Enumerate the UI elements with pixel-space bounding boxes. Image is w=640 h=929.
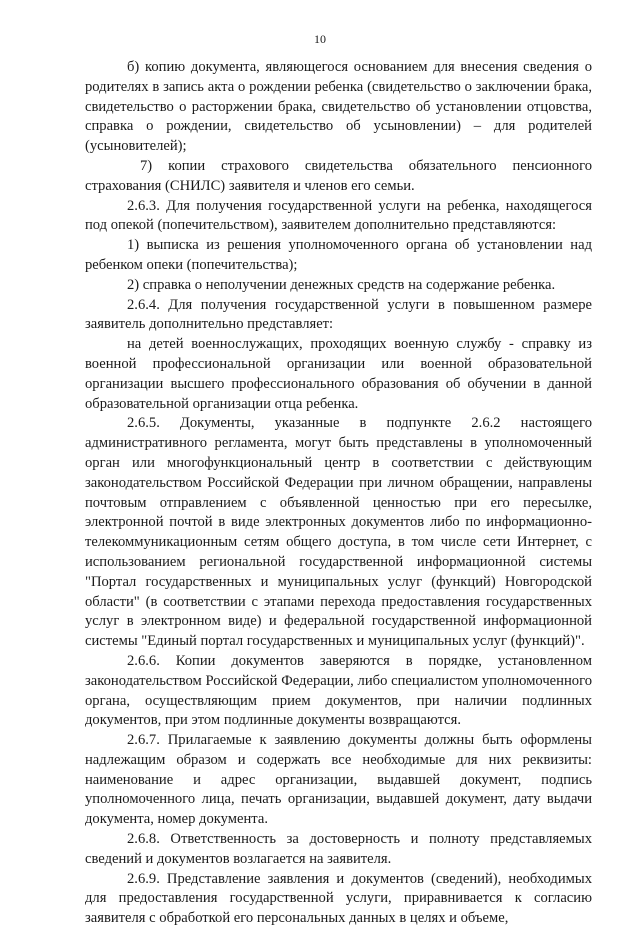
- paragraph-2-6-4: 2.6.4. Для получения государственной услуги в повышенном размере заявитель дополнительно представляет:: [85, 296, 592, 333]
- page-number: 10: [314, 32, 326, 46]
- paragraph-snils: 7) копии страхового свидетельства обязательного пенсионного страхования (СНИЛС) заявителя и членов его семьи.: [85, 157, 592, 194]
- paragraph-2-6-5: 2.6.5. Документы, указанные в подпункте 2.6.2 настоящего административного регламента, могут быть представлены в уполномоченный орган или многофункциональный центр в соответствии с действующим законодательством Российской Федерации при личном обращении, направлены почтовым отправлением с объявленной ценностью при его пересылке, электронной почтой в виде электронных документов либо по информационно-телекоммуникационным сетям общего доступа, в том числе сети Интернет, с использованием региональной государственной информационной системы "Портал государственных и муниципальных услуг (функций) Новгородской области" (в соответствии с этапами перехода предоставления государственных услуг в электронном виде) и федеральной государственной информационной системы "Единый портал государственных и муниципальных услуг (функций)".: [85, 415, 592, 650]
- paragraph-2-6-6: 2.6.6. Копии документов заверяются в порядке, установленном законодательством Российской Федерации, либо специалистом уполномоченного органа, осуществляющим прием документов, при наличии подлинных документов, при этом подлинные документы возвращаются.: [85, 652, 592, 729]
- paragraph-military-children: на детей военнослужащих, проходящих военную службу - справку из военной профессиональной организации или военной образовательной организации высшего профессионального образования об обучении в данной образовательной организации отца ребенка.: [85, 336, 592, 412]
- paragraph-2-6-8: 2.6.8. Ответственность за достоверность и полноту представляемых сведений и документов возлагается на заявителя.: [85, 831, 592, 867]
- paragraph-2-6-3: 2.6.3. Для получения государственной услуги на ребенка, находящегося под опекой (попечительством), заявителем дополнительно представляются:: [85, 197, 592, 234]
- paragraph-2-6-9: 2.6.9. Представление заявления и документов (сведений), необходимых для предоставления государственной услуги, приравнивается к согласию заявителя с обработкой его персональных данных в целях и объеме,: [85, 870, 592, 927]
- paragraph-non-receipt-certificate: 2) справка о неполучении денежных средств на содержание ребенка.: [127, 276, 556, 293]
- paragraph-guardianship-extract: 1) выписка из решения уполномоченного органа об установлении над ребенком опеки (попечительства);: [85, 237, 592, 273]
- paragraph-2-6-7: 2.6.7. Прилагаемые к заявлению документы должны быть оформлены надлежащим образом и содержать все необходимые для них реквизиты: наименование и адрес организации, выдавшей документ, подпись уполномоченного лица, печать организации, выдавшей документ, дату выдачи документа, номер документа.: [85, 732, 592, 828]
- paragraph-parent-documents: б) копию документа, являющегося основанием для внесения сведения о родителях в запись акта о рождении ребенка (свидетельство о заключении брака, свидетельство о расторжении брака, свидетельство об установлении отцовства, справка о рождении, свидетельство об усыновлении) – для родителей (усыновителей);: [85, 59, 592, 155]
- document-body: [85, 58, 592, 929]
